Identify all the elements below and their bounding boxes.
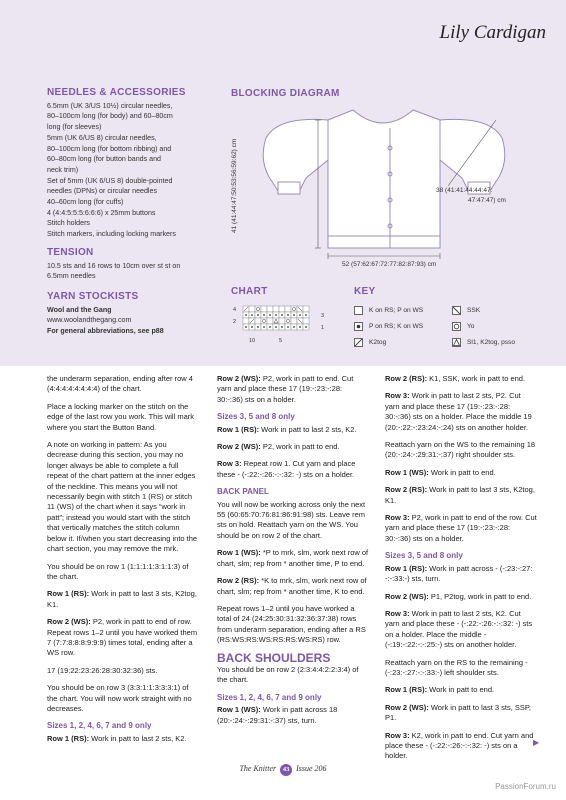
- key-item: Sl1, K2tog, psso: [452, 338, 550, 347]
- chart-cell: [267, 318, 273, 324]
- instruction-paragraph: Row 3: Work in patt to last 2 sts, P2. Cut yarn and place these 17 (19:-:23:-:28: 30:-:36) sts on a holder. Place the middle 19 (20:-:22:-:23:24:-:24) sts on another holder.: [385, 391, 532, 432]
- instruction-paragraph: Row 1 (WS): *P to mrk, slm, work next row of chart, slm; rep from * another time, P to end.: [217, 548, 369, 568]
- row-label: Row 1 (WS):: [217, 705, 261, 715]
- chart-purl-mark: [281, 314, 283, 316]
- chart-purl-mark: [251, 326, 253, 328]
- section-heading: Sizes 3, 5 and 8 only: [217, 412, 295, 422]
- row-label: Row 1 (WS):: [217, 548, 261, 558]
- chart-cell: [249, 306, 255, 312]
- row-label: Row 2 (WS):: [217, 374, 261, 383]
- instructions-column-3: [385, 374, 540, 769]
- instruction-paragraph: Row 2 (WS): P2, work in patt to end. Cut yarn and place these 17 (19:-:23:-:28: 30:-:36) sts on a holder.: [217, 374, 354, 404]
- chart-cell: [285, 318, 291, 324]
- row-label: Row 3:: [217, 459, 242, 469]
- row-label: Row 1 (RS):: [47, 733, 90, 743]
- blocking-heading: BLOCKING DIAGRAM: [231, 88, 340, 99]
- triangle-square-icon: [452, 338, 461, 347]
- chart-purl-mark: [263, 326, 265, 328]
- instruction-paragraph: Place a locking marker on the stitch on the edge of the last row you work. This will mark where you start the Button Band.: [47, 401, 195, 432]
- tension-line: 10.5 sts and 16 rows to 10cm over st st on: [47, 261, 181, 270]
- instruction-paragraph: 17 (19:22:23:26:28:30:32:36) sts.: [47, 665, 158, 675]
- chart-row-label: 2: [233, 319, 237, 325]
- width-dimension-label: 52 (57:62:67:72:77:82:87:93) cm: [342, 261, 437, 268]
- chart-row-label: 3: [321, 313, 325, 319]
- chart-purl-mark: [305, 314, 307, 316]
- chart-cell: [261, 318, 267, 324]
- row-label: Row 2 (WS):: [385, 702, 429, 712]
- chart-purl-mark: [275, 314, 277, 316]
- instruction-paragraph: Row 2 (RS): Work in patt to last 3 sts, K2tog, K1.: [385, 485, 535, 505]
- chart-cell: [303, 306, 309, 312]
- chart-col-label: 10: [249, 338, 256, 344]
- row-label: Row 3:: [385, 513, 410, 523]
- row-label: Row 2 (RS):: [217, 576, 260, 586]
- ssk-slash-icon: [452, 306, 461, 315]
- chart-purl-mark: [245, 314, 247, 316]
- instruction-paragraph: Reattach yarn on the RS to the remaining - (-:23:-:27:-:-:33:-) left shoulder sts.: [385, 657, 528, 677]
- instruction-paragraph: You should be on row 3 (3:3:1:1:3:3:3:1) of the chart. You will now work straight with no decreases.: [47, 683, 192, 713]
- section-heading: BACK SHOULDERS: [217, 650, 331, 665]
- section-heading: Sizes 3, 5 and 8 only: [385, 551, 463, 561]
- instruction-paragraph: Row 2 (RS): K1, SSK, work in patt to end.: [385, 374, 526, 383]
- row-label: Row 3:: [385, 391, 410, 401]
- row-label: Row 2 (RS):: [385, 485, 428, 495]
- key-item: K2tog: [354, 338, 452, 347]
- instruction-paragraph: Repeat rows 1–2 until you have worked a total of 24 (24:25:30:31:32:36:37:38) rows from underarm separation, ending after a RS (RS:WS:RS:WS:RS:RS:WS:RS) row.: [217, 603, 366, 645]
- needles-line: 6.5mm (UK 3/US 10½) circular needles,: [47, 101, 173, 110]
- instruction-paragraph: Reattach yarn on the WS to the remaining 18 (20:-:24:-:29:31:-:37) right shoulder sts.: [385, 440, 536, 460]
- chart-cell: [267, 306, 273, 312]
- chart-purl-mark: [293, 326, 295, 328]
- key-item: SSK: [452, 306, 550, 315]
- section-heading: BACK PANEL: [217, 487, 269, 497]
- needles-list: [47, 101, 219, 240]
- chart-cell: [255, 306, 261, 312]
- row-label: Row 2 (RS):: [385, 374, 428, 383]
- instruction-paragraph: Row 1 (RS): Work in patt to last 2 sts, K2.: [47, 733, 187, 743]
- instruction-paragraph: Row 3: Work in patt to last 2 sts, K2. Cut yarn and place these - (-:22:-:26:-:-:32: -) sts on a holder. Place the middle - (-:19:-:22:-:-:25:-) sts on another holder.: [385, 608, 533, 650]
- chart-purl-mark: [293, 314, 295, 316]
- instruction-paragraph: Row 3: Repeat row 1. Cut yarn and place these - (-:22:-:26:-:-:32: -) sts on a holder.: [217, 459, 356, 479]
- key-item: P on RS; K on WS: [354, 322, 452, 331]
- instructions-column-1: [47, 374, 199, 751]
- k2tog-slash-icon: [354, 338, 363, 347]
- tension-line: 6.5mm needles: [47, 272, 96, 281]
- needles-line: 5mm (UK 6/US 8) circular needles,: [47, 133, 157, 142]
- instruction-paragraph: Row 2 (WS): P2, work in patt to end.: [217, 442, 340, 452]
- chart-cell: [303, 318, 309, 324]
- chart-purl-mark: [269, 326, 271, 328]
- chart-key: [354, 302, 554, 350]
- pattern-instructions: [47, 374, 547, 761]
- sleeve-dimension-label-1: 38 (41:41:44:44:47:: [436, 187, 493, 194]
- stitch-chart: [231, 300, 331, 350]
- instruction-paragraph: Row 2 (WS): Work in patt to last 3 sts, SSP, P1.: [385, 702, 532, 723]
- abbrev-note: For general abbreviations, see p88: [47, 327, 164, 336]
- chart-purl-mark: [287, 314, 289, 316]
- watermark: PassionForum.ru: [495, 782, 556, 791]
- instruction-paragraph: Row 1 (WS): Work in patt across 18 (20:-:24:-:29:31:-:37) sts, turn.: [217, 705, 338, 725]
- circle-square-icon: [452, 322, 461, 331]
- chart-col-label: 5: [279, 338, 283, 344]
- instruction-paragraph: Row 1 (RS): Work in patt to end.: [385, 685, 495, 695]
- row-label: Row 2 (WS):: [217, 442, 261, 452]
- chart-purl-mark: [275, 326, 277, 328]
- yarn-heading: YARN STOCKISTS: [47, 290, 139, 302]
- chart-row-label: 1: [321, 325, 325, 331]
- chart-cell: [279, 306, 285, 312]
- page-footer: [0, 764, 566, 776]
- chart-row-label: 4: [233, 307, 237, 313]
- chart-purl-mark: [263, 314, 265, 316]
- instruction-paragraph: Row 1 (RS): Work in patt to last 3 sts, K2tog, K1.: [47, 589, 197, 609]
- needles-line: long (for sleeves): [47, 123, 102, 132]
- chart-cell: [285, 306, 291, 312]
- chart-cell: [243, 318, 249, 324]
- instruction-paragraph: A note on working in pattern: As you decrease during this section, you may no longer always be able to complete a full repeat of the chart pattern at the inner edges of the neckline. This means you will not necessarily begin with stitch 1 (RS) or stitch 11 (WS) of the chart when it says “work in patt”; instead you would start with the stitch that vertically matches the stitch column below it. If/when you start decreasing into the chart section, you may remove the mrk.: [47, 440, 198, 554]
- chart-purl-mark: [251, 314, 253, 316]
- row-label: Row 3:: [385, 730, 410, 740]
- instruction-paragraph: Row 2 (WS): P2, work in patt to end of row. Repeat rows 1–2 until you have worked them 7 (7:7:8:8:8:9:9:9) times total, ending after a WS row.: [47, 617, 198, 658]
- key-heading: KEY: [354, 286, 376, 297]
- needles-line: Stitch markers, including locking markers: [47, 230, 176, 239]
- needles-line: needles (DPNs) or circular needles: [47, 187, 157, 196]
- instruction-paragraph: Row 2 (WS): P1, P2tog, work in patt to end.: [385, 591, 532, 601]
- chart-purl-mark: [281, 326, 283, 328]
- chart-purl-mark: [257, 326, 259, 328]
- key-item: K on RS; P on WS: [354, 306, 452, 315]
- instruction-paragraph: Row 3: P2, work in patt to end of the row. Cut yarn and place these 17 (19:-:23:-:28: 30:-:36) sts on a holder.: [385, 513, 537, 543]
- height-dimension-label: 41 (41:44:47:50:53:56:59:62) cm: [231, 138, 238, 233]
- instruction-paragraph: the underarm separation, ending after row 4 (4:4:4:4:4:4:4:4) of the chart.: [47, 374, 193, 394]
- row-label: Row 3:: [385, 608, 410, 618]
- needles-line: neck trim): [47, 165, 79, 174]
- chart-purl-mark: [299, 326, 301, 328]
- needles-heading: NEEDLES & ACCESSORIES: [47, 87, 186, 98]
- key-item: Yo: [452, 322, 550, 331]
- page-number: 43: [280, 764, 292, 776]
- issue-number: Issue 206: [296, 764, 327, 773]
- chart-heading: CHART: [231, 286, 268, 297]
- row-label: Row 1 (RS):: [47, 589, 90, 599]
- chart-cell: [255, 318, 261, 324]
- sleeve-dimension-label-2: 47:47:47) cm: [468, 197, 506, 204]
- needles-line: Set of 5mm (UK 6/US 8) double-pointed: [47, 176, 173, 185]
- row-label: Row 2 (WS):: [47, 617, 91, 627]
- chart-cell: [261, 306, 267, 312]
- instruction-paragraph: Row 2 (RS): *K to mrk, slm, work next row of chart, slm; rep from * another time, K to end.: [217, 576, 367, 596]
- needles-line: 40–60cm long (for cuffs): [47, 198, 124, 207]
- blank-square-icon: [354, 306, 363, 315]
- chart-purl-mark: [299, 314, 301, 316]
- row-label: Row 1 (RS):: [217, 424, 260, 434]
- tension-heading: TENSION: [47, 246, 94, 258]
- instruction-paragraph: Row 3: K2, work in patt to end. Cut yarn and place these - (-:22:-:26:-:-:32: -) sts on a holder.: [385, 730, 534, 761]
- instructions-column-2: [217, 374, 369, 733]
- instruction-paragraph: You should be on row 1 (1:1:1:1:3:1:1:3) of the chart.: [47, 561, 189, 581]
- dot-square-icon: [354, 322, 363, 331]
- chart-purl-mark: [305, 326, 307, 328]
- magazine-name: The Knitter: [239, 764, 277, 773]
- instruction-paragraph: Row 1 (RS): Work in patt to last 2 sts, K2.: [217, 424, 357, 434]
- section-heading: Sizes 1, 2, 4, 6, 7 and 9 only: [47, 721, 152, 731]
- instruction-paragraph: You should be on row 2 (2:3:4:4:2:2:3:4) of the chart.: [217, 664, 359, 685]
- needles-line: 60–80cm long (for button bands and: [47, 155, 161, 164]
- blocking-diagram: [218, 98, 558, 278]
- chart-cell: [291, 318, 297, 324]
- tension-text: [47, 261, 219, 282]
- chart-purl-mark: [257, 314, 259, 316]
- instruction-paragraph: Row 1 (WS): Work in patt to end.: [385, 467, 496, 477]
- continue-arrow-icon: ▶: [533, 738, 540, 747]
- section-heading: Sizes 1, 2, 4, 6, 7 and 9 only: [217, 692, 322, 702]
- needles-line: 80–100cm long (for body) and 60–80cm: [47, 112, 173, 121]
- chart-purl-mark: [287, 326, 289, 328]
- materials-column: [47, 88, 219, 337]
- chart-purl-mark: [245, 326, 247, 328]
- instruction-paragraph: You will now be working across only the next 55 (60:65:70:76:81:86:91:98) sts. Leave rem sts on hold. Reattach yarn on the WS. You should be on row 2 of the chart.: [217, 499, 366, 540]
- row-label: Row 1 (WS):: [385, 467, 429, 477]
- chart-cell: [273, 306, 279, 312]
- needles-line: Stitch holders: [47, 219, 90, 228]
- needles-line: 4 (4:4:5:5:5:6:6:6) x 25mm buttons: [47, 208, 156, 217]
- row-label: Row 1 (RS):: [385, 563, 428, 573]
- row-label: Row 2 (WS):: [385, 591, 429, 601]
- instruction-paragraph: Row 1 (RS): Work in patt across - (-:23:-:27: -:-:33:-) sts, turn.: [385, 563, 533, 584]
- page-title: Lily Cardigan: [439, 22, 546, 43]
- row-label: Row 1 (RS):: [385, 685, 428, 695]
- chart-cell: [279, 318, 285, 324]
- yarn-brand: Wool and the Gang: [47, 305, 112, 314]
- chart-cell: [291, 306, 297, 312]
- chart-purl-mark: [269, 314, 271, 316]
- yarn-url[interactable]: www.woolandthegang.com: [47, 316, 132, 325]
- needles-line: 80–100cm long (for bottom ribbing) and: [47, 144, 172, 153]
